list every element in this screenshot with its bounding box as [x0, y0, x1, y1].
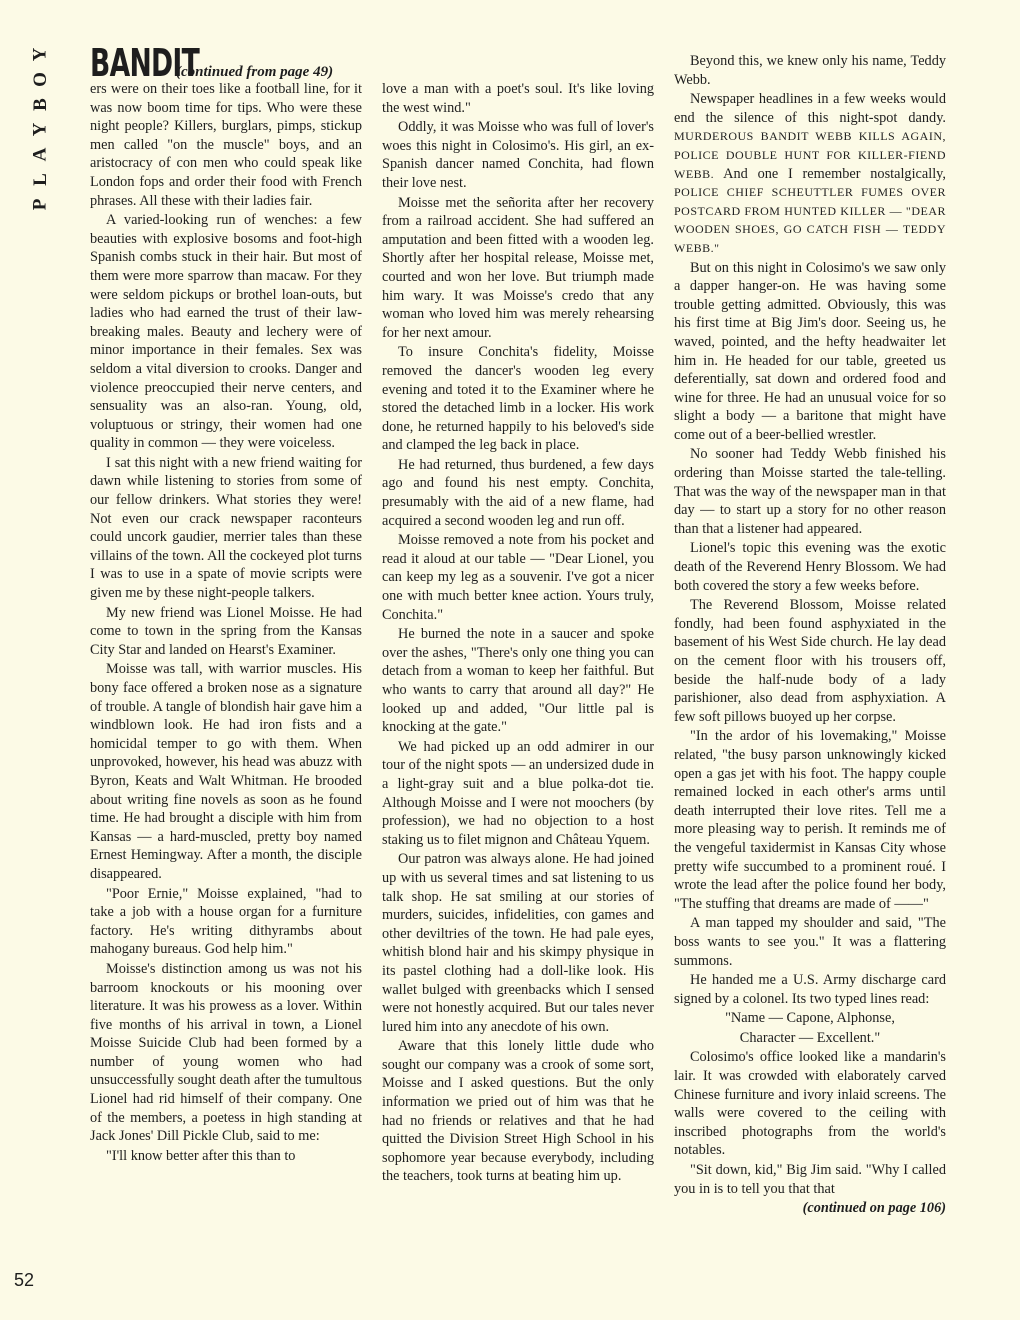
column-1: [90, 80, 362, 1166]
mag-letter: Y: [29, 47, 51, 62]
column-2: [382, 80, 654, 1187]
mag-letter: Y: [29, 122, 51, 137]
paragraph-headlines: [674, 90, 946, 257]
paragraph: Oddly, it was Moisse who was full of lover's woes this night in Colosimo's. His girl, an ex-Spanish dancer named Conchita, had flown their love nest.: [382, 119, 654, 191]
paragraph: "Sit down, kid," Big Jim said. "Why I called you in is to tell you that that: [674, 1162, 946, 1197]
newspaper-headline: POLICE CHIEF SCHEUTTLER FUMES OVER POSTCARD FROM HUNTED KILLER — "DEAR WOODEN SHOES, GO CATCH FISH — TEDDY WEBB.": [674, 185, 946, 255]
page-number: 52: [14, 1270, 35, 1290]
newspaper-headline: MURDEROUS BANDIT WEBB KILLS AGAIN, POLICE DOUBLE HUNT FOR KILLER-FIEND WEBB.: [674, 129, 946, 181]
article-heading: [90, 41, 334, 85]
mag-letter: L: [29, 173, 51, 186]
paragraph: He burned the note in a saucer and spoke over the ashes, "There's only one thing you can detach from a woman to keep her faithful. But who wants to carry that around all day?" He looked up and added, "Our little pal is knocking at the gate.": [382, 626, 654, 736]
paragraph: Aware that this lonely little dude who sought our company was a crook of some sort, Moisse and I asked questions. But the only information we pried out of him was that he had no friends or relatives and that he had quitted the Division Street High School in his sophomore year because everybody, including the teachers, took turns at beating him up.: [382, 1038, 654, 1185]
mag-letter: A: [29, 147, 51, 162]
mag-letter: P: [29, 198, 51, 211]
paragraph: Moisse removed a note from his pocket and read it aloud at our table — "Dear Lionel, you can keep my leg as a souvenir. I've got a nicer one with much better knee action. Yours truly, Conchita.": [382, 532, 654, 623]
mag-letter: B: [29, 98, 51, 111]
paragraph: A varied-looking run of wenches: a few beauties with explosive bosoms and foot-high Spanish combs stuck in their hair. But most of them were more sparrow than macaw. For they were seldom pickups or brothel loan-outs, but ladies who had earned the trust of their law-breaking males. Beauty and lechery were of minor importance in their females. Sex was seldom a vital diversion to crooks. Danger and violence preoccupied their nerve centers, and sensuality was an also-ran. Young, old, voluptuous or stringy, their women had one quality in common — they were voiceless.: [90, 212, 362, 452]
paragraph: No sooner had Teddy Webb finished his ordering than Moisse started the tale-telling. That was the way of the newspaper man in that day — to start up a story for no other reason than that a listener had appeared.: [674, 446, 946, 537]
text-run: Newspaper headlines in a few weeks would end the silence of this night-spot dandy.: [674, 91, 946, 126]
paragraph: A man tapped my shoulder and said, "The boss wants to see you." It was a flattering summons.: [674, 915, 946, 969]
paragraph: To insure Conchita's fidelity, Moisse removed the dancer's wooden leg every evening and toted it to the Examiner where he stored the detached limb in a locker. His work done, he returned happily to his beloved's side and clamped the leg back in place.: [382, 344, 654, 454]
paragraph: love a man with a poet's soul. It's like loving the west wind.": [382, 81, 654, 116]
paragraph: Moisse met the señorita after her recovery from a railroad accident. She had suffered an amputation and been fitted with a wooden leg. Shortly after her hospital release, Moisse met, courted and won her love. But triumph made him wary. It was Moisse's credo that any woman who loved him was merely rehearsing for her next amour.: [382, 194, 654, 341]
paragraph: The Reverend Blossom, Moisse related fondly, had been found asphyxiated in the basement of his West Side church. He lay dead on the cement floor with his trousers off, beside the half-nude body of a lady parishioner, also dead from asphyxiation. A few soft pillows buoyed up her corpse.: [674, 597, 946, 725]
paragraph: Moisse's distinction among us was not his barroom knockouts or his mooning over literature. It was his prowess as a lover. Within five months of his arrival in town, a Lionel Moisse Suicide Club had been formed by a number of young women who had unsuccessfully sought death after the tumultous Lionel had rid himself of their company. One of the members, a poetess in high standing at Jack Jones' Dill Pickle Club, said to me:: [90, 960, 362, 1145]
continued-on: (continued on page 106): [802, 1200, 946, 1217]
paragraph: He had returned, thus burdened, a few days ago and found his nest empty. Conchita, presumably with the aid of a new flame, had acquired a second wooden leg and run off.: [382, 456, 654, 529]
paragraph: Colosimo's office looked like a mandarin's lair. It was crowded with elaborately carved Chinese furniture and ivory inlaid screens. The walls were covered to the ceiling with inscribed photographs from the world's notables.: [674, 1049, 946, 1159]
paragraph: Moisse was tall, with warrior muscles. His bony face offered a broken nose as a signature of trouble. A tangle of blondish hair gave him a windblown look. He had iron fists and a homicidal temper to go with them. When unprovoked, however, his head was abuzz with Byron, Keats and Walt Whitman. He brooded about writing fine novels as soon as he found time. He had brought a disciple with him from Kansas — a hard-muscled, pretty boy named Ernest Hemingway. After a month, the disciple disappeared.: [90, 661, 362, 882]
paragraph: ers were on their toes like a football line, for it was now boom time for tips. Who were these night people? Killers, burglars, pimps, stickup men called "on the muscle" boys, and an aristocracy of con men who could speak like London fops and order their food with French phrases. All these with their ladies fair.: [90, 81, 362, 209]
mag-letter: O: [29, 72, 51, 87]
paragraph: "In the ardor of his lovemaking," Moisse related, "the busy parson unknowingly kicked open a gas jet with his foot. The happy couple remained locked in each other's arms until death interrupted their love rites. Tell me a more pleasing way to perish. It reminds me of the vengeful taxidermist in Kansas City whose pretty wife succumbed to a prominent roué. I wrote the lead after the police found her body, "The stuffing that dreams are made of ——": [674, 728, 946, 912]
paragraph: Beyond this, we knew only his name, Teddy Webb.: [674, 53, 946, 88]
paragraph: Lionel's topic this evening was the exotic death of the Reverend Henry Blossom. We had both covered the story a few weeks before.: [674, 540, 946, 594]
paragraph: Our patron was always alone. He had joined up with us several times and sat listening to us talk shop. He sat smiling at our stories of murders, suicides, infidelities, con games and other deviltries of the town. He had pale eyes, whitish blond hair and his skimpy physique in its pastel clothing had a doll-like look. His wallet bulged with greenbacks which I sensed were not honestly acquired. But our tales never lured him into any anecdote of his own.: [382, 851, 654, 1035]
discharge-card-line: "Name — Capone, Alphonse,: [725, 1010, 895, 1027]
paragraph: "Poor Ernie," Moisse explained, "had to take a job with a house organ for a furniture factory. He's writing dithyrambs about mahogany bureaus. God help him.": [90, 885, 362, 958]
column-3: [674, 52, 946, 1219]
paragraph: My new friend was Lionel Moisse. He had come to town in the spring from the Kansas City Star and landed on Hearst's Examiner.: [90, 604, 362, 658]
paragraph: But on this night in Colosimo's we saw only a dapper hanger-on. He was having some trouble getting admitted. Obviously, this was his first time at Big Jim's door. Seeing us, he waved, pointed, and the hefty headwaiter let him in. He headed for our table, greeted us deferentially, sat down and ordered food and wine for three. He had an unusual voice for so slight a body — a baritone that might have come out of a beer-bellied wrestler.: [674, 259, 946, 443]
paragraph: He handed me a U.S. Army discharge card signed by a colonel. Its two typed lines read:: [674, 972, 946, 1007]
continued-from: (continued from page 49): [176, 64, 334, 80]
magazine-name-vertical: [22, 42, 58, 217]
paragraph: "I'll know better after this than to: [106, 1147, 296, 1164]
paragraph: We had picked up an odd admirer in our tour of the night spots — an undersized dude in a light-gray suit and a blue polka-dot tie. Although Moisse and I were not moochers (by profession), we had no objection to a host staking us to filet mignon and Château Yquem.: [382, 738, 654, 848]
discharge-card-line: Character — Excellent.": [739, 1029, 881, 1046]
article-title: BANDIT: [90, 41, 200, 85]
text-run: And one I remember nostalgically,: [723, 165, 946, 182]
paragraph: I sat this night with a new friend waiting for dawn while listening to stories from some of our fellow drinkers. What stories they were! Not even our crack newspaper raconteurs could uncork gaudier, merrier tales than these villains of the town. All the cockeyed plot turns I was to use in a spate of movie scripts were given me by these night-people talkers.: [90, 454, 362, 602]
